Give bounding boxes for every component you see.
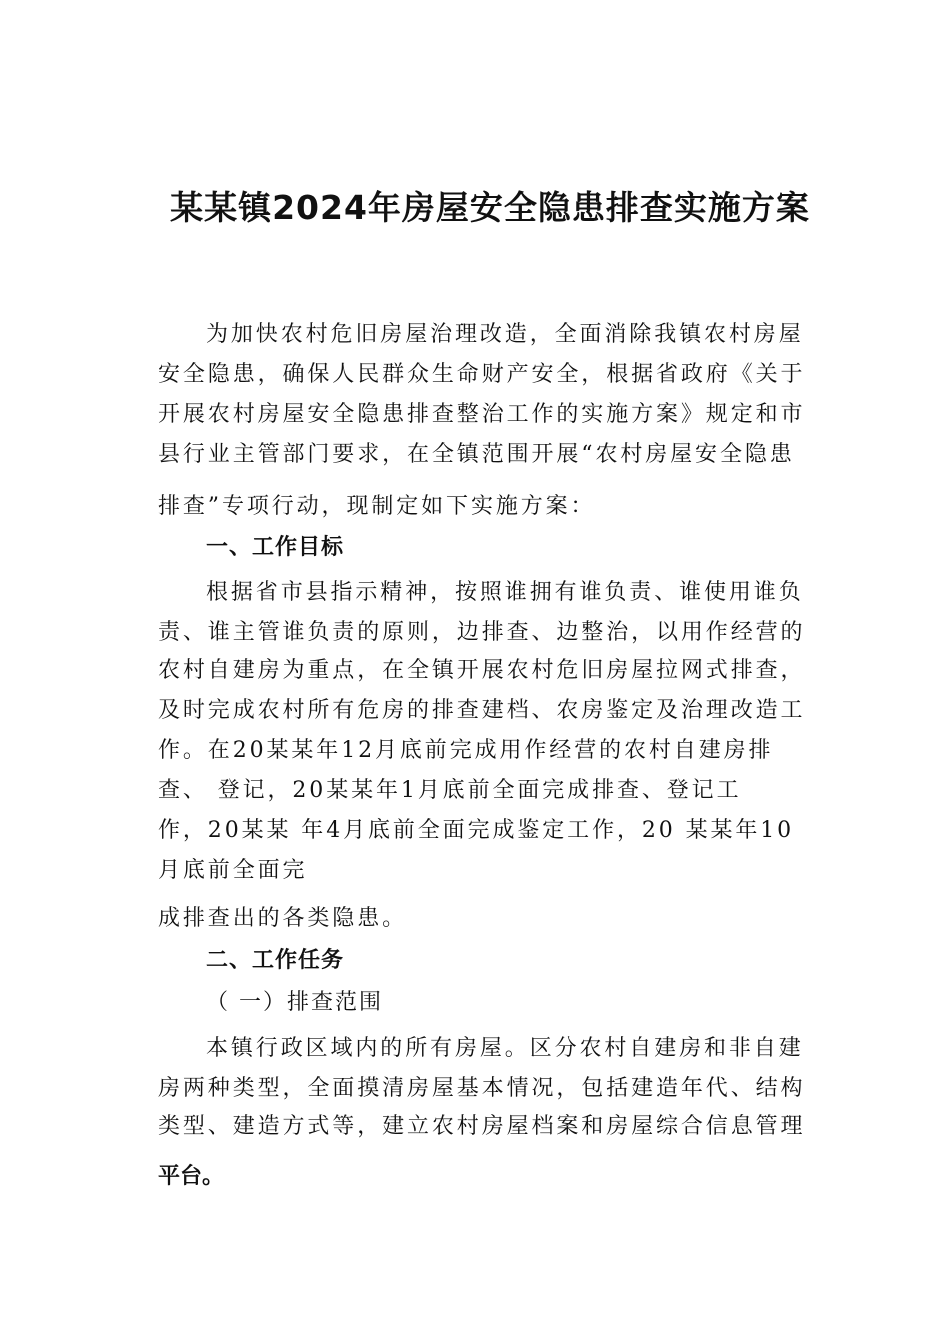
document-title: 某某镇2024年房屋安全隐患排查实施方案: [170, 188, 810, 227]
section2-line-3: 类型、建造方式等，建立农村房屋档案和房屋综合信息管理: [158, 1114, 806, 1139]
section2-line-1: 本镇行政区域内的所有房屋。区分农村自建房和非自建: [206, 1036, 804, 1061]
intro-line-4: 县行业主管部门要求，在全镇范围开展“农村房屋安全隐患: [158, 442, 795, 467]
intro-line-2: 安全隐患，确保人民群众生命财产安全，根据省政府《关于: [158, 362, 806, 387]
section1-line-6: 查、 登记，20某某年1月底前全面完成排查、登记工: [158, 778, 742, 803]
section1-line-4: 及时完成农村所有危房的排查建档、农房鉴定及治理改造工: [158, 698, 806, 723]
section-heading-goals: 一、工作目标: [206, 535, 345, 560]
section1-line-7: 作，20某某 年4月底前全面完成鉴定工作，20 某某年10: [158, 818, 795, 843]
section1-line-5: 作。在20某某年12月底前完成用作经营的农村自建房排: [158, 738, 774, 763]
section1-line-1: 根据省市县指示精神，按照谁拥有谁负责、谁使用谁负: [206, 580, 804, 605]
section-heading-tasks: 二、工作任务: [206, 948, 345, 973]
intro-line-5: 排查”专项行动，现制定如下实施方案：: [158, 494, 596, 519]
section1-line-3: 农村自建房为重点，在全镇开展农村危旧房屋拉网式排查，: [158, 658, 806, 683]
section2-line-2: 房两种类型，全面摸清房屋基本情况，包括建造年代、结构: [158, 1076, 806, 1101]
section1-line-9: 成排查出的各类隐患。: [158, 906, 408, 931]
intro-line-3: 开展农村房屋安全隐患排查整治工作的实施方案》规定和市: [158, 402, 806, 427]
section1-line-2: 责、谁主管谁负责的原则，边排查、边整治，以用作经营的: [158, 620, 806, 645]
section1-line-8: 月底前全面完: [158, 858, 308, 883]
section2-line-4: 平台。: [158, 1164, 225, 1189]
sub-heading-scope: （ 一）排查范围: [206, 990, 383, 1015]
intro-line-1: 为加快农村危旧房屋治理改造，全面消除我镇农村房屋: [206, 322, 804, 347]
